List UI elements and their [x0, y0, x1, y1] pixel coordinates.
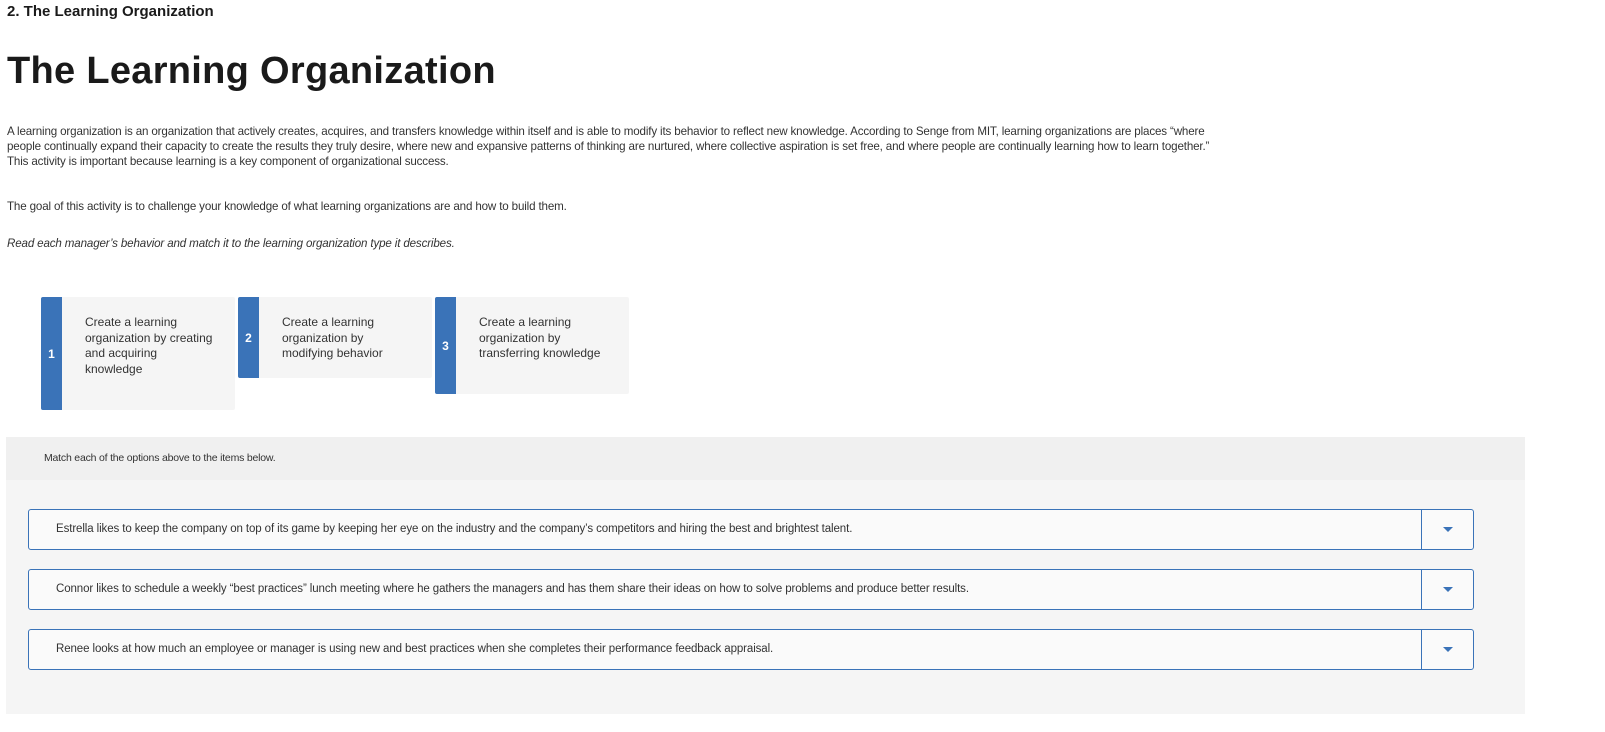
- instruction-text: Read each manager’s behavior and match it to the learning organization type it describes.: [7, 237, 455, 250]
- breadcrumb: 2. The Learning Organization: [7, 3, 214, 20]
- match-panel: [6, 437, 1525, 714]
- intro-line: A learning organization is an organization that actively creates, acquires, and transfers knowledge within itself and is able to modify its behavior to reflect new knowledge. According to Senge from MIT, learning organizations are places “where: [7, 125, 1205, 138]
- goal-text: The goal of this activity is to challenge your knowledge of what learning organizations are and how to build them.: [7, 200, 567, 213]
- match-dropdown-3[interactable]: [28, 629, 1474, 670]
- match-dropdown-2[interactable]: [28, 569, 1474, 610]
- option-card-2[interactable]: [238, 297, 432, 378]
- dropdown-toggle[interactable]: [1421, 570, 1473, 609]
- option-number: 2: [238, 297, 259, 378]
- match-item-text: Connor likes to schedule a weekly “best practices” lunch meeting where he gathers the managers and has them share their ideas on how to solve problems and produce better results.: [56, 583, 969, 595]
- option-label: Create a learning organization by modifying behavior: [282, 315, 383, 360]
- dropdown-toggle[interactable]: [1421, 630, 1473, 669]
- chevron-down-icon: [1443, 527, 1453, 532]
- option-label: Create a learning organization by creating and acquiring knowledge: [85, 315, 213, 376]
- match-item-text: Renee looks at how much an employee or manager is using new and best practices when she completes their performance feedback appraisal.: [56, 643, 774, 655]
- chevron-down-icon: [1443, 647, 1453, 652]
- page-title: The Learning Organization: [7, 50, 496, 92]
- match-prompt: Match each of the options above to the items below.: [6, 437, 1525, 480]
- intro-paragraph: [7, 124, 1537, 169]
- option-card-1[interactable]: [41, 297, 235, 410]
- option-number: 1: [41, 297, 62, 410]
- match-dropdown-1[interactable]: [28, 509, 1474, 550]
- chevron-down-icon: [1443, 587, 1453, 592]
- dropdown-toggle[interactable]: [1421, 510, 1473, 549]
- match-item-text: Estrella likes to keep the company on top of its game by keeping her eye on the industry and the company’s competitors and hiring the best and brightest talent.: [56, 523, 853, 535]
- option-card-3[interactable]: [435, 297, 629, 394]
- intro-line: people continually expand their capacity to create the results they truly desire, where new and expansive patterns of thinking are nurtured, where collective aspiration is set free, and where people are continually learning how to learn together.”: [7, 140, 1210, 153]
- intro-line: This activity is important because learning is a key component of organizational success.: [7, 155, 449, 168]
- option-number: 3: [435, 297, 456, 394]
- option-label: Create a learning organization by transferring knowledge: [479, 315, 601, 360]
